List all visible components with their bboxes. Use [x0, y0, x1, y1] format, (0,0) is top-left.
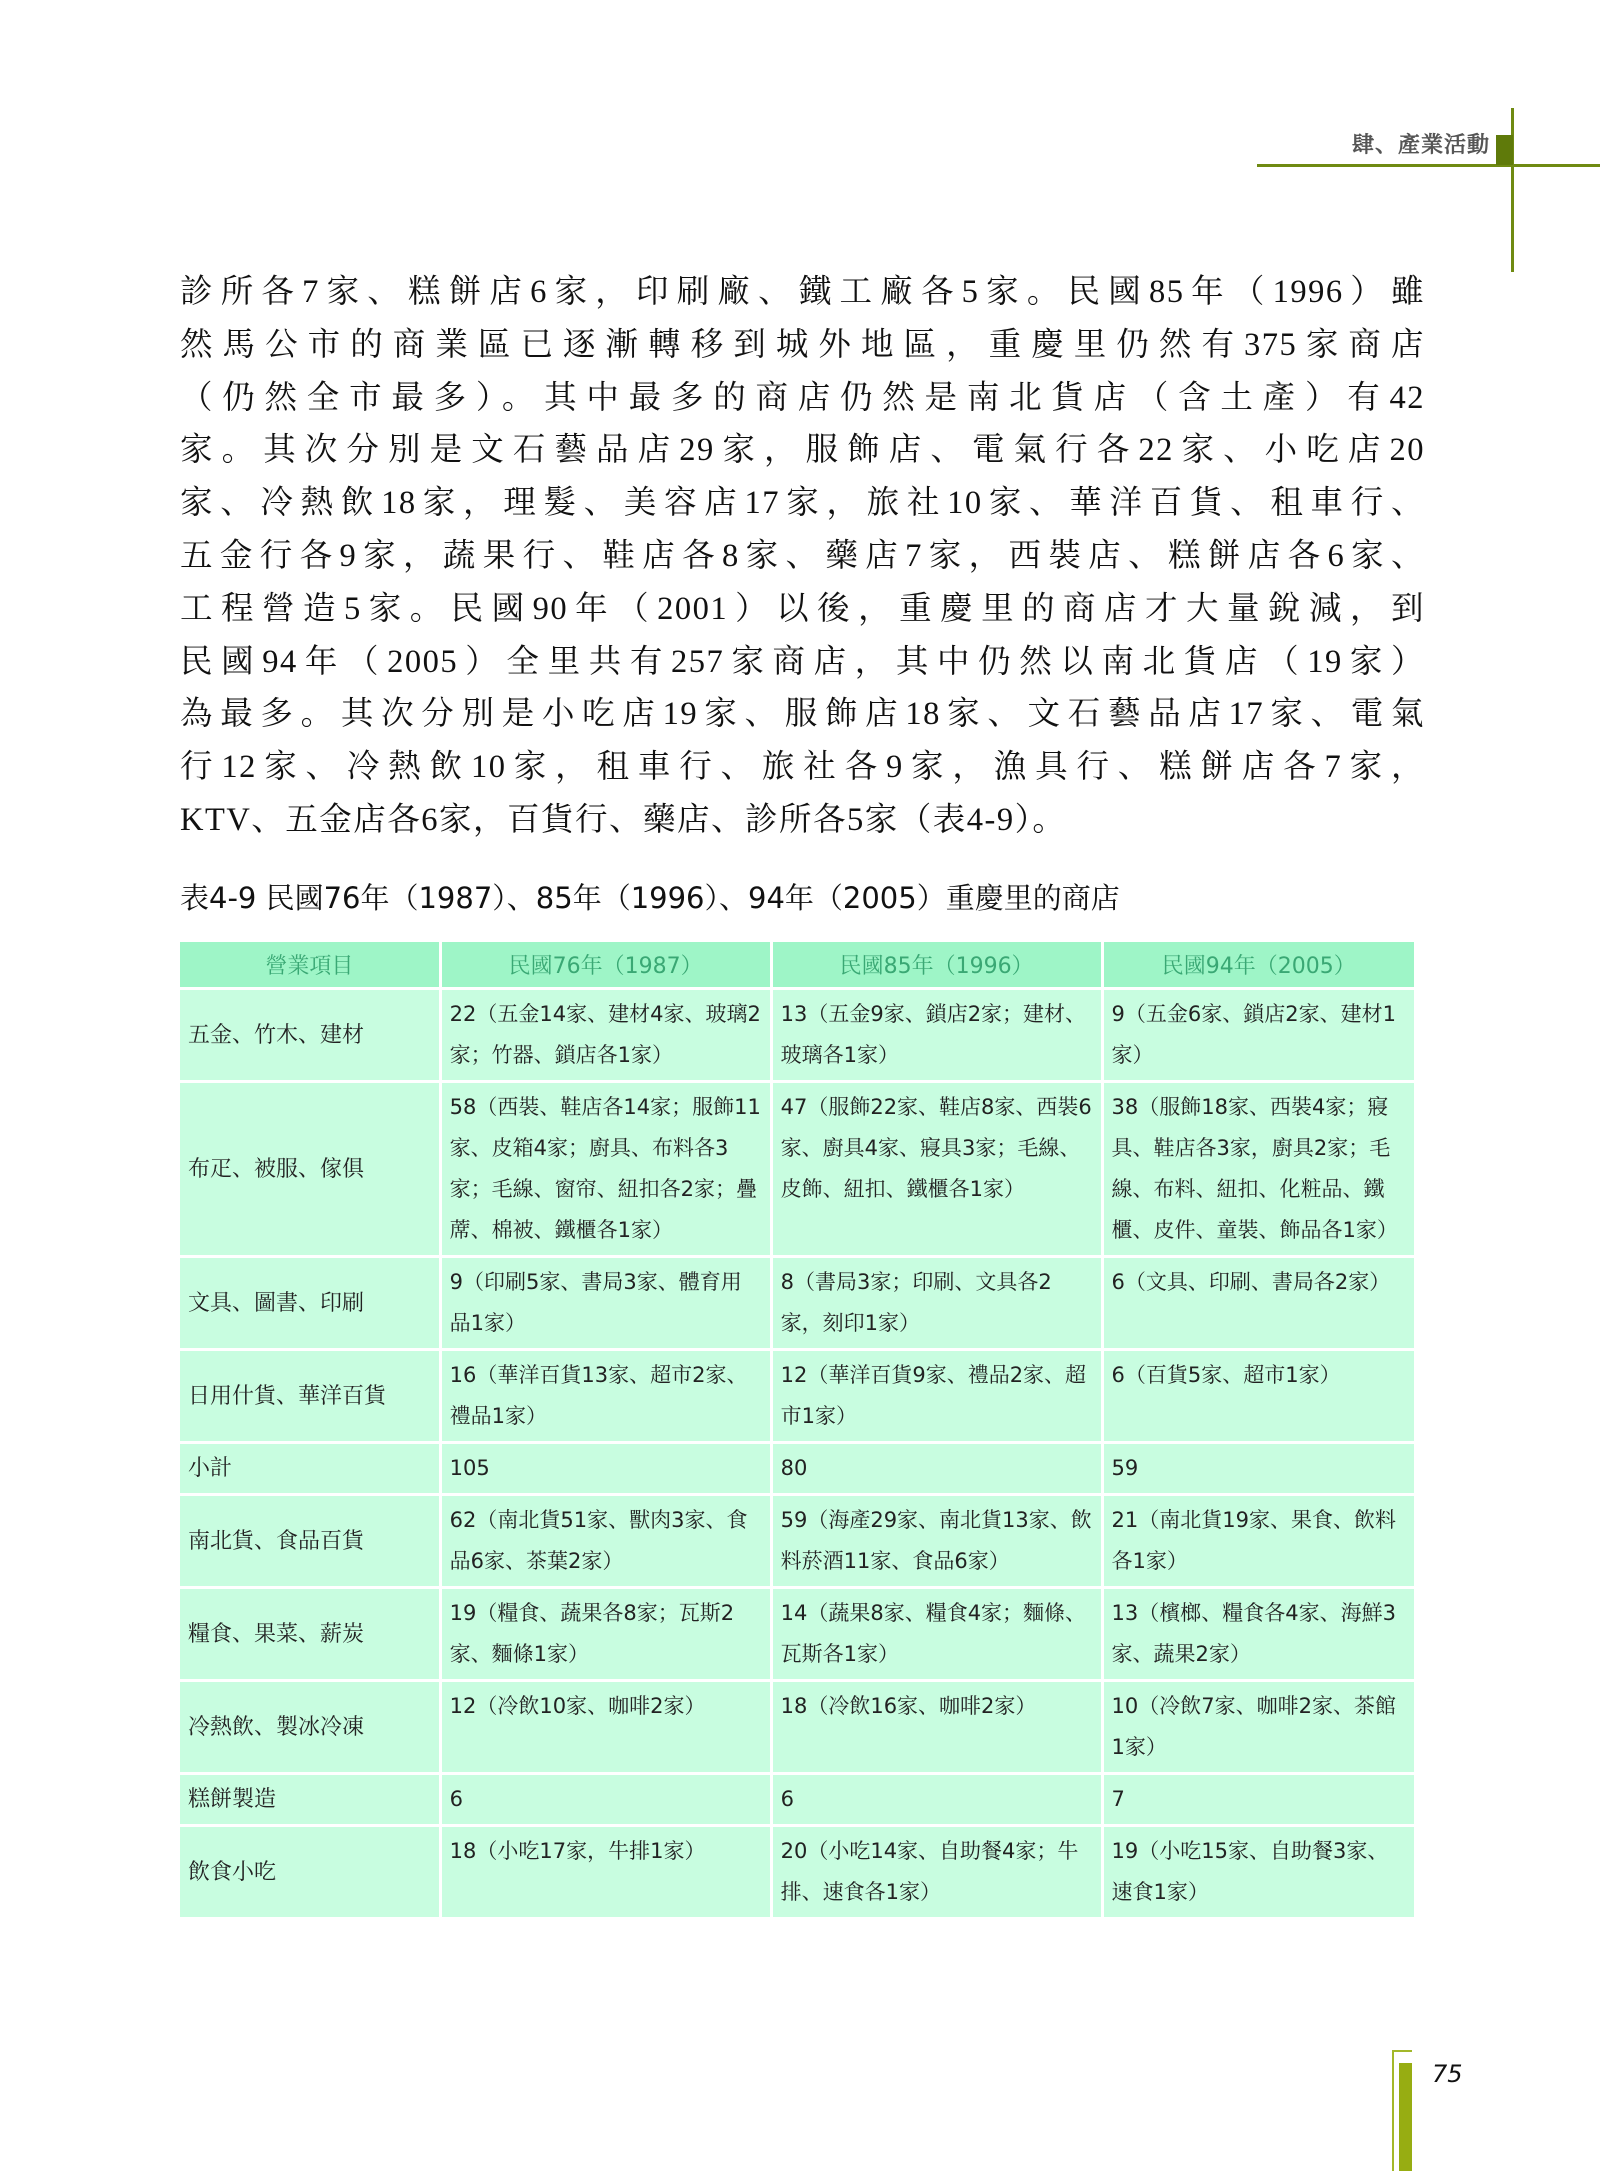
table-row: [180, 1589, 1414, 1679]
page-number-bar: [1399, 2063, 1412, 2171]
row-value-cell-1987: 22（五金14家、建材4家、玻璃2家；竹器、鎖店各1家）: [442, 990, 770, 1080]
row-category-cell: 日用什貨、華洋百貨: [180, 1351, 439, 1441]
row-value-cell-1996: 20（小吃14家、自助餐4家；牛排、速食各1家）: [773, 1827, 1101, 1917]
body-line: 家、冷熱飲18家，理髮、美容店17家，旅社10家、華洋百貨、租車行、: [180, 485, 1425, 522]
body-line: 診所各7家、糕餅店6家，印刷廠、鐵工廠各5家。民國85年（1996）雖: [180, 274, 1425, 310]
column-header-category: 營業項目: [180, 942, 439, 987]
body-line: 五金行各9家，蔬果行、鞋店各8家、藥店7家，西裝店、糕餅店各6家、: [180, 537, 1425, 574]
row-value-cell-1987: 19（糧食、蔬果各8家；瓦斯2家、麵條1家）: [442, 1589, 770, 1679]
header-vertical-rule: [1511, 108, 1514, 272]
row-value-cell-2005: 10（冷飲7家、咖啡2家、茶館1家）: [1104, 1682, 1414, 1772]
table-row: [180, 990, 1414, 1080]
row-category-cell: 糕餅製造: [180, 1775, 439, 1824]
body-line: 民國94年（2005）全里共有257家商店，其中仍然以南北貨店（19家）: [180, 643, 1425, 680]
row-value-cell-1996: 6: [773, 1775, 1101, 1824]
row-value-cell-2005: 38（服飾18家、西裝4家；寢具、鞋店各3家，廚具2家；毛線、布料、紐扣、化粧品、鐵櫃、皮件、童裝、飾品各1家）: [1104, 1083, 1414, 1255]
row-category-cell: 南北貨、食品百貨: [180, 1496, 439, 1586]
table-row: [180, 1775, 1414, 1824]
row-category-cell: 五金、竹木、建材: [180, 990, 439, 1080]
row-category-cell: 冷熱飲、製冰冷凍: [180, 1682, 439, 1772]
column-header-1987: 民國76年（1987）: [442, 942, 770, 987]
table-row: [180, 1827, 1414, 1917]
body-line: 然馬公市的商業區已逐漸轉移到城外地區，重慶里仍然有375家商店: [180, 326, 1425, 363]
body-line: 行12家、冷熱飲10家，租車行、旅社各9家，漁具行、糕餅店各7家，: [180, 749, 1425, 786]
row-value-cell-1996: 14（蔬果8家、糧食4家；麵條、瓦斯各1家）: [773, 1589, 1101, 1679]
body-line: 工程營造5家。民國90年（2001）以後，重慶里的商店才大量銳減，到: [180, 590, 1425, 627]
page-number: 75: [1432, 2060, 1463, 2088]
row-value-cell-2005: 13（檳榔、糧食各4家、海鮮3家、蔬果2家）: [1104, 1589, 1414, 1679]
row-category-cell: 布疋、被服、傢俱: [180, 1083, 439, 1255]
body-line: （仍然全市最多）。其中最多的商店仍然是南北貨店（含土產）有42: [180, 379, 1425, 416]
row-value-cell-1996: 8（書局3家；印刷、文具各2家，刻印1家）: [773, 1258, 1101, 1348]
row-value-cell-1987: 58（西裝、鞋店各14家；服飾11家、皮箱4家；廚具、布料各3家；毛線、窗帘、紐扣各2家；疊蓆、棉被、鐵櫃各1家）: [442, 1083, 770, 1255]
table-row: [180, 1258, 1414, 1348]
body-line: 為最多。其次分別是小吃店19家、服飾店18家、文石藝品店17家、電氣: [180, 696, 1425, 733]
table-row: [180, 1351, 1414, 1441]
row-value-cell-1987: 62（南北貨51家、獸肉3家、食品6家、茶葉2家）: [442, 1496, 770, 1586]
row-value-cell-1987: 18（小吃17家，牛排1家）: [442, 1827, 770, 1917]
header-marker-block: [1496, 135, 1513, 165]
section-title: 肆、產業活動: [1351, 132, 1490, 158]
body-line: 家。其次分別是文石藝品店29家，服飾店、電氣行各22家、小吃店20: [180, 432, 1425, 469]
table-caption: 表4-9 民國76年（1987）、85年（1996）、94年（2005）重慶里的商店: [180, 881, 1120, 915]
page-number-bar-outline-top: [1392, 2050, 1412, 2052]
row-value-cell-1996: 59（海產29家、南北貨13家、飲料菸酒11家、食品6家）: [773, 1496, 1101, 1586]
row-value-cell-1987: 12（冷飲10家、咖啡2家）: [442, 1682, 770, 1772]
page-number-bar-outline: [1392, 2050, 1394, 2171]
row-value-cell-1996: 12（華洋百貨9家、禮品2家、超市1家）: [773, 1351, 1101, 1441]
row-value-cell-1996: 13（五金9家、鎖店2家；建材、玻璃各1家）: [773, 990, 1101, 1080]
row-value-cell-1987: 6: [442, 1775, 770, 1824]
row-value-cell-1987: 16（華洋百貨13家、超市2家、禮品1家）: [442, 1351, 770, 1441]
row-value-cell-2005: 19（小吃15家、自助餐3家、速食1家）: [1104, 1827, 1414, 1917]
row-category-cell: 飲食小吃: [180, 1827, 439, 1917]
row-value-cell-1996: 47（服飾22家、鞋店8家、西裝6家、廚具4家、寢具3家；毛線、皮飾、紐扣、鐵櫃各1家）: [773, 1083, 1101, 1255]
row-value-cell-2005: 6（文具、印刷、書局各2家）: [1104, 1258, 1414, 1348]
row-value-cell-2005: 9（五金6家、鎖店2家、建材1家）: [1104, 990, 1414, 1080]
body-line: KTV、五金店各6家，百貨行、藥店、診所各5家（表4-9）。: [180, 801, 1067, 838]
row-value-cell-1987: 105: [442, 1444, 770, 1493]
table-row: [180, 1496, 1414, 1586]
row-value-cell-1987: 9（印刷5家、書局3家、體育用品1家）: [442, 1258, 770, 1348]
column-header-2005: 民國94年（2005）: [1104, 942, 1414, 987]
row-value-cell-1996: 80: [773, 1444, 1101, 1493]
row-category-cell: 小計: [180, 1444, 439, 1493]
column-header-1996: 民國85年（1996）: [773, 942, 1101, 987]
row-value-cell-1996: 18（冷飲16家、咖啡2家）: [773, 1682, 1101, 1772]
shops-table: [177, 939, 1417, 1920]
row-category-cell: 文具、圖書、印刷: [180, 1258, 439, 1348]
header-rule: [1257, 164, 1600, 167]
row-value-cell-2005: 7: [1104, 1775, 1414, 1824]
row-value-cell-2005: 21（南北貨19家、果食、飲料各1家）: [1104, 1496, 1414, 1586]
row-value-cell-2005: 59: [1104, 1444, 1414, 1493]
table-row: [180, 1083, 1414, 1255]
table-header-row: [180, 942, 1414, 987]
row-value-cell-2005: 6（百貨5家、超市1家）: [1104, 1351, 1414, 1441]
row-category-cell: 糧食、果菜、薪炭: [180, 1589, 439, 1679]
body-paragraph: [180, 266, 1425, 847]
table-row: [180, 1444, 1414, 1493]
table-row: [180, 1682, 1414, 1772]
